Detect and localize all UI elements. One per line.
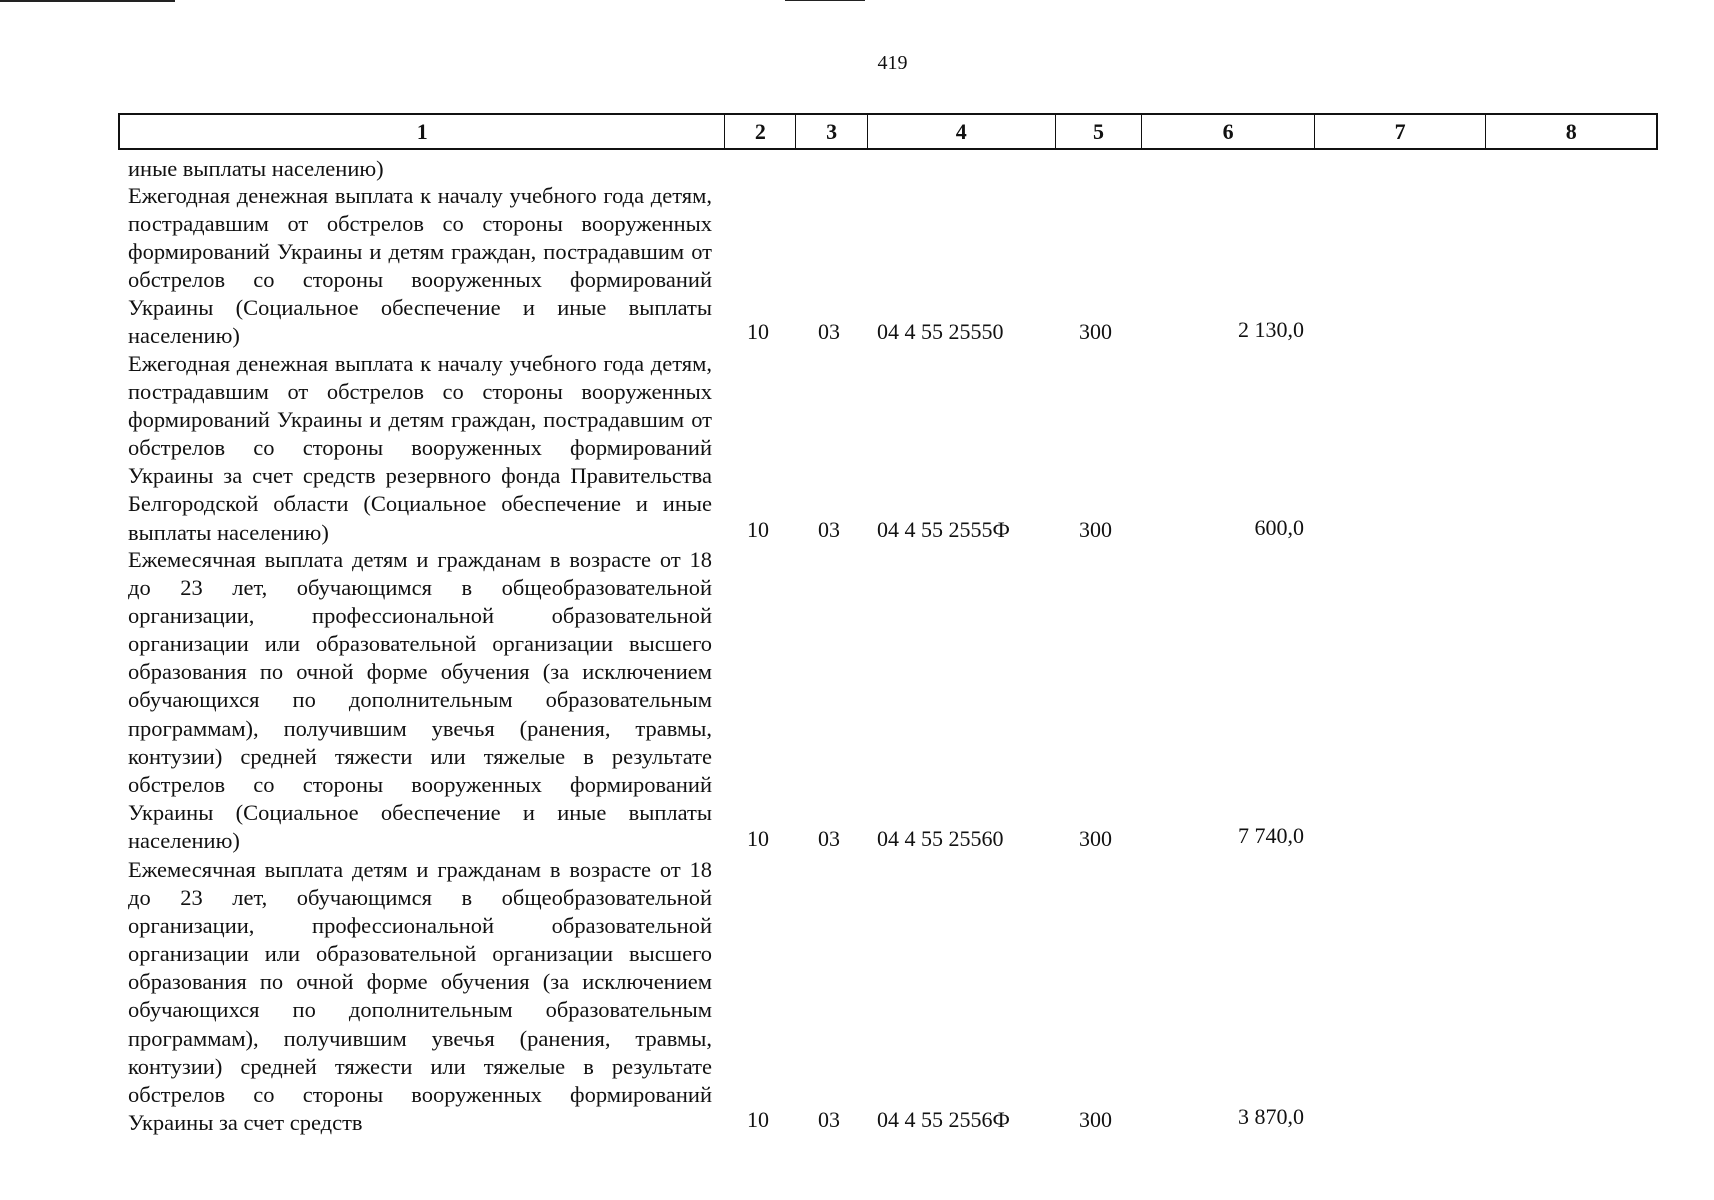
row-description: Ежегодная денежная выплата к началу учебного года детям, пострадавшим от обстрелов со стороны вооруженных формирований Украины и детям граждан, пострадавшим от обстрелов со стороны вооруженных формирований Украины за счет средств резервного фонда Правительства Белгородской области (Социальное обеспечение и иные выплаты населению) — [128, 351, 712, 545]
row-target-code: 04 4 55 25550 — [877, 319, 1004, 344]
row-section: 10 — [747, 1107, 769, 1132]
header-col-3: 3 — [795, 115, 867, 148]
page-number: 419 — [877, 52, 908, 74]
row-amount: 7 740,0 — [1238, 823, 1304, 848]
header-col-7: 7 — [1314, 115, 1486, 148]
row-amount: 600,0 — [1254, 515, 1304, 540]
row-subsection: 03 — [818, 1107, 840, 1132]
row-description: Ежемесячная выплата детям и гражданам в возрасте от 18 до 23 лет, обучающимся в общеобразовательной организации, профессиональной образовательной организации или образовательной организации высшего образования по очной форме обучения (за исключением обучающихся по дополнительным образовательным программам), получившим увечья (ранения, травмы, контузии) средней тяжести или тяжелые в результате обстрелов со стороны вооруженных формирований Украины за счет средств — [128, 857, 712, 1135]
row-expense-type: 300 — [1079, 319, 1112, 344]
scan-artifact-line — [0, 0, 175, 2]
row-target-code: 04 4 55 2555Ф — [877, 517, 1010, 542]
row-section: 10 — [747, 517, 769, 542]
row-amount: 2 130,0 — [1238, 317, 1304, 342]
row-section: 10 — [747, 319, 769, 344]
header-col-4: 4 — [867, 115, 1055, 148]
row-description: Ежемесячная выплата детям и гражданам в возрасте от 18 до 23 лет, обучающимся в общеобразовательной организации, профессиональной образовательной организации или образовательной организации высшего образования по очной форме обучения (за исключением обучающихся по дополнительным образовательным программам), получившим увечья (ранения, травмы, контузии) средней тяжести или тяжелые в результате обстрелов со стороны вооруженных формирований Украины (Социальное обеспечение и иные выплаты населению) — [128, 547, 712, 853]
row-subsection: 03 — [818, 319, 840, 344]
header-col-8: 8 — [1485, 115, 1656, 148]
row-target-code: 04 4 55 25560 — [877, 826, 1004, 851]
header-col-6: 6 — [1141, 115, 1314, 148]
row-description: Ежегодная денежная выплата к началу учебного года детям, пострадавшим от обстрелов со стороны вооруженных формирований Украины и детям граждан, пострадавшим от обстрелов со стороны вооруженных формирований Украины (Социальное обеспечение и иные выплаты населению) — [128, 183, 712, 349]
row-expense-type: 300 — [1079, 826, 1112, 851]
row-expense-type: 300 — [1079, 1107, 1112, 1132]
header-col-1: 1 — [416, 118, 428, 144]
row-section: 10 — [747, 826, 769, 851]
row-subsection: 03 — [818, 826, 840, 851]
table-header — [118, 113, 1658, 150]
row-description: иные выплаты населению) — [128, 156, 384, 181]
header-col-2: 2 — [724, 115, 795, 148]
row-amount: 3 870,0 — [1238, 1104, 1304, 1129]
row-expense-type: 300 — [1079, 517, 1112, 542]
scan-artifact-line — [785, 0, 865, 1]
row-target-code: 04 4 55 2556Ф — [877, 1107, 1010, 1132]
header-col-5: 5 — [1055, 115, 1142, 148]
row-subsection: 03 — [818, 517, 840, 542]
